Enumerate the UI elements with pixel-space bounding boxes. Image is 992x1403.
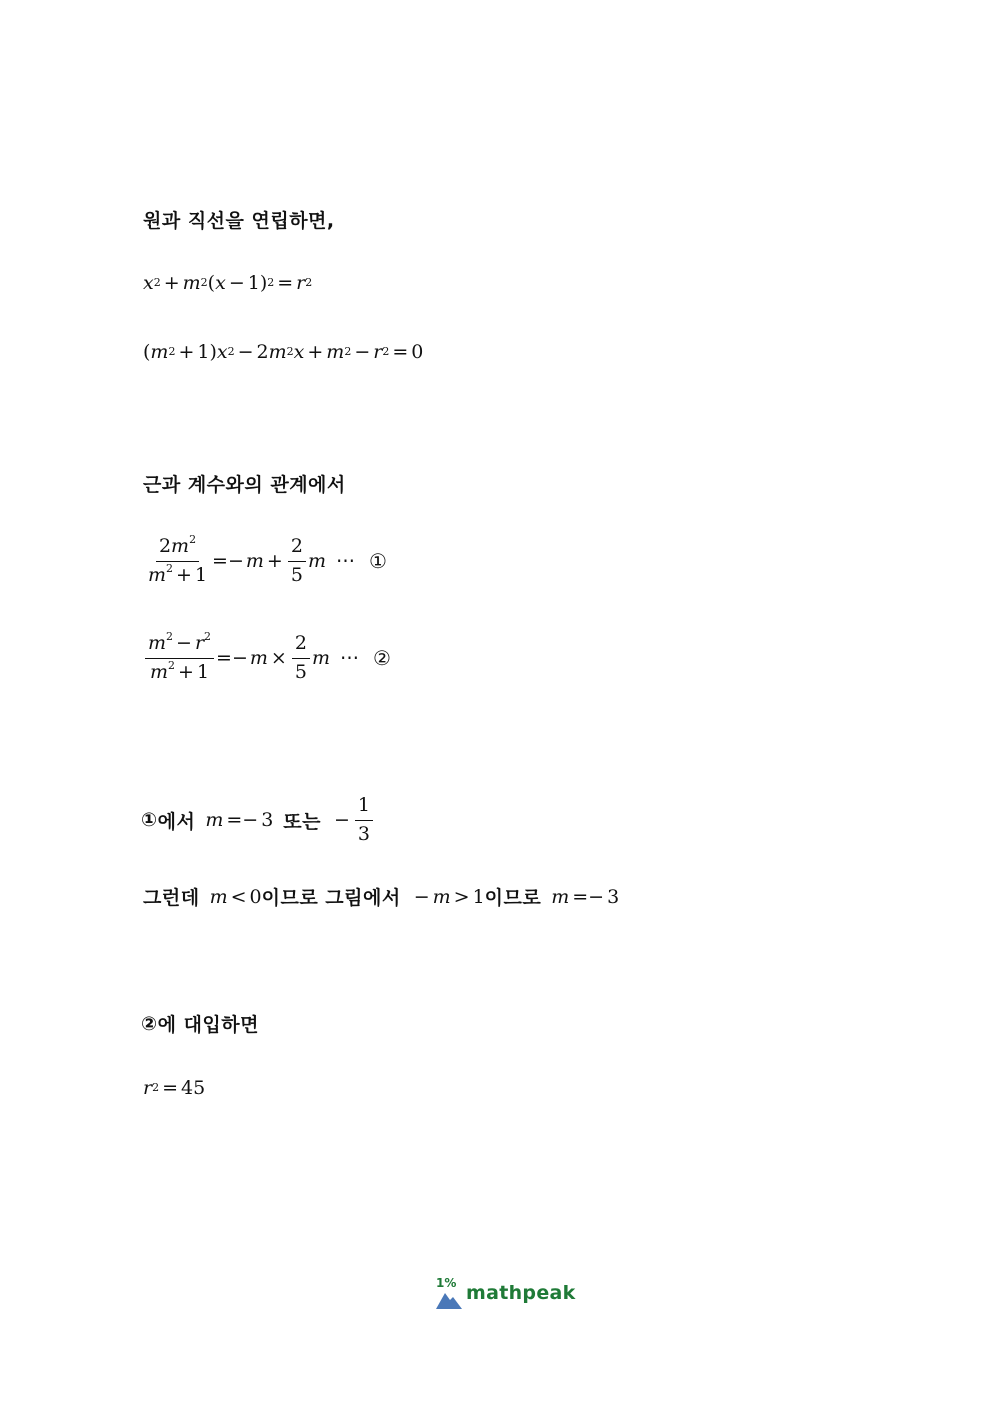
heading-substitute: ② 에 대입하면	[141, 1012, 259, 1036]
fraction-product: $\frac{m^2 - r^2}{m^2 + 1}$	[145, 633, 214, 684]
mathpeak-logo	[436, 1276, 576, 1312]
logo-wordmark: mathpeak	[466, 1282, 576, 1304]
fraction-two-fifths: $\frac{2}{5}$	[288, 536, 306, 587]
logo-percent: 1%	[436, 1276, 457, 1290]
fraction-one-third: $\frac{1}{3}$	[355, 795, 373, 846]
ellipsis: ⋯	[339, 647, 359, 670]
heading-vieta: 근과 계수와의 관계에서	[143, 474, 346, 496]
solution-m-line: ① 에서 m =− 3 또는 − $\frac{1}{3}$	[141, 795, 375, 846]
equation-4: $\frac{m^2 - r^2}{m^2 + 1}$ =− m × $\frac{2}{5}$ m ⋯ ②	[143, 633, 391, 684]
fraction-sum: $\frac{2m^2}{m^2 + 1}$	[148, 533, 208, 586]
equation-r-squared: r 2 = 45	[143, 1077, 206, 1099]
equation-3: $\frac{2m^2}{m^2 + 1}$ =− m + $\frac{2}{5}$ m ⋯ ①	[143, 536, 387, 587]
mountain-icon	[436, 1289, 462, 1309]
ellipsis: ⋯	[335, 550, 355, 573]
heading-simultaneous: 원과 직선을 연립하면,	[143, 210, 335, 232]
equation-1: x 2 + m 2 ( x − 1) 2 = r 2	[143, 272, 313, 294]
fraction-two-fifths: $\frac{2}{5}$	[292, 633, 310, 684]
circled-two: ②	[372, 646, 391, 671]
conclusion-m-line: 그런데 m < 0 이므로 그림에서 − m > 1 이므로 m =− 3	[143, 885, 620, 909]
circled-one: ①	[368, 549, 387, 574]
equation-2: ( m 2 + 1) x 2 − 2 m 2 x + m 2 − r 2 = 0	[143, 341, 424, 363]
